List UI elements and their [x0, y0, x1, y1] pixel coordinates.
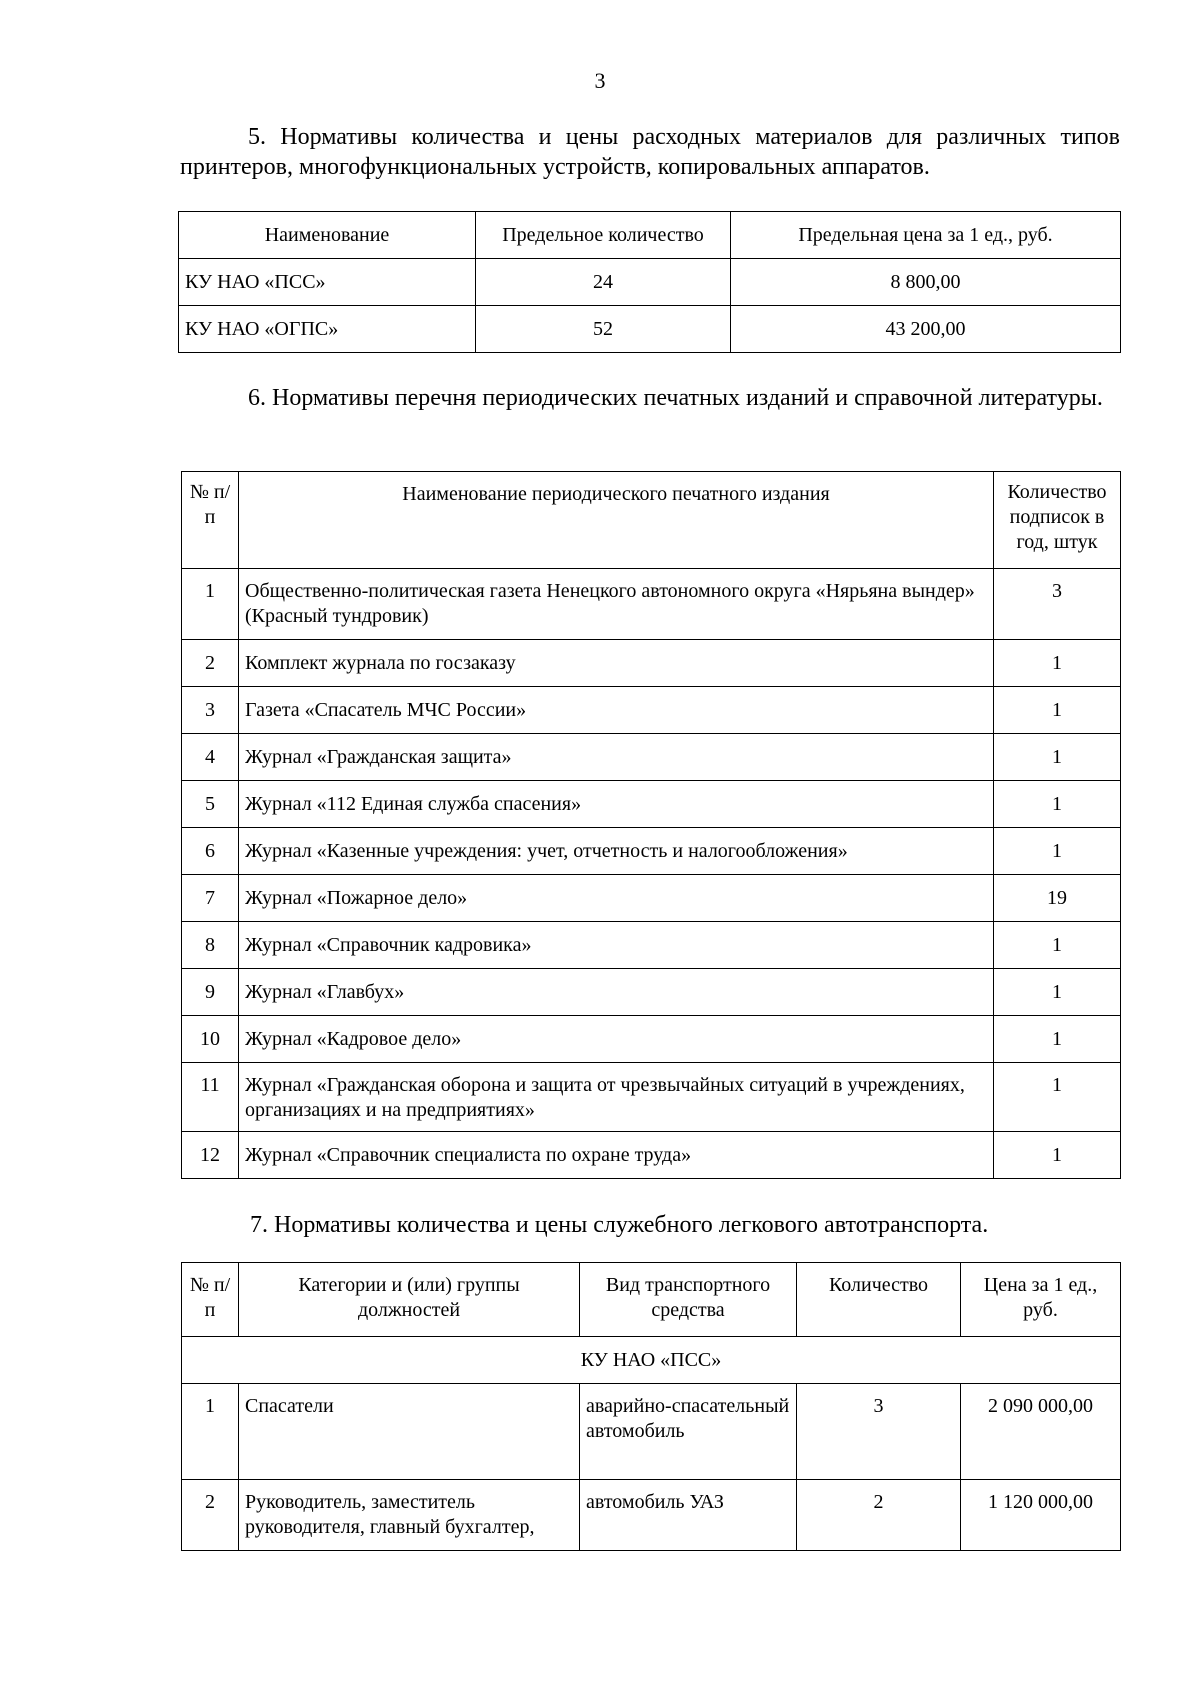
row-number: 1: [182, 569, 239, 640]
group-title: КУ НАО «ПСС»: [182, 1337, 1121, 1384]
subscription-count: 1: [994, 969, 1121, 1016]
row-number: 5: [182, 781, 239, 828]
header-cell: Категории и (или) группы должностей: [239, 1263, 580, 1337]
position-category: Спасатели: [239, 1384, 580, 1480]
table-row: [182, 1132, 1121, 1179]
publication-name: Журнал «Пожарное дело»: [239, 875, 994, 922]
periodicals-table: [181, 471, 1121, 1179]
table-row: [182, 734, 1121, 781]
publication-name: Журнал «112 Единая служба спасения»: [239, 781, 994, 828]
publication-name: Журнал «Гражданская оборона и защита от чрезвычайных ситуаций в учреждениях, организациях и на предприятиях»: [239, 1063, 994, 1132]
page-number: 3: [594, 68, 606, 93]
header-cell: № п/п: [182, 1263, 239, 1337]
subscription-count: 1: [994, 1063, 1121, 1132]
org-name-cell: КУ НАО «ОГПС»: [179, 306, 476, 353]
table-row: [179, 306, 1121, 353]
row-number: 4: [182, 734, 239, 781]
subscription-count: 1: [994, 1016, 1121, 1063]
header-cell: Количество подписок в год, штук: [994, 472, 1121, 569]
vehicle-type: автомобиль УАЗ: [580, 1480, 797, 1551]
subscription-count: 1: [994, 1132, 1121, 1179]
section-6-heading: 6. Нормативы перечня периодических печатных изданий и справочной литературы.: [248, 385, 1103, 411]
table-row: [182, 1063, 1121, 1132]
vehicles-table: [181, 1262, 1121, 1551]
subscription-count: 1: [994, 828, 1121, 875]
table-row: [182, 569, 1121, 640]
row-number: 2: [182, 640, 239, 687]
header-cell: Наименование периодического печатного издания: [239, 472, 994, 569]
row-number: 12: [182, 1132, 239, 1179]
table-row: [182, 687, 1121, 734]
vehicle-type: аварийно-спасательный автомобиль: [580, 1384, 797, 1480]
header-cell: Наименование: [179, 212, 476, 259]
group-row: [182, 1337, 1121, 1384]
quantity-cell: 24: [476, 259, 731, 306]
subscription-count: 19: [994, 875, 1121, 922]
publication-name: Газета «Спасатель МЧС России»: [239, 687, 994, 734]
publication-name: Журнал «Справочник кадровика»: [239, 922, 994, 969]
section-7-heading: 7. Нормативы количества и цены служебного легкового автотранспорта.: [250, 1212, 989, 1238]
publication-name: Журнал «Кадровое дело»: [239, 1016, 994, 1063]
org-name-cell: КУ НАО «ПСС»: [179, 259, 476, 306]
table-row: [182, 969, 1121, 1016]
header-cell: Предельное количество: [476, 212, 731, 259]
table-header-row: [182, 1263, 1121, 1337]
vehicle-price: 2 090 000,00: [961, 1384, 1121, 1480]
table-row: [182, 1016, 1121, 1063]
consumables-table: [178, 211, 1121, 353]
header-cell: № п/п: [182, 472, 239, 569]
subscription-count: 1: [994, 687, 1121, 734]
subscription-count: 3: [994, 569, 1121, 640]
row-number: 1: [182, 1384, 239, 1480]
table-header-row: [179, 212, 1121, 259]
table-row: [182, 922, 1121, 969]
table-row: [182, 1384, 1121, 1480]
publication-name: Общественно-политическая газета Ненецкого автономного округа «Нярьяна вындер» (Красный тундровик): [239, 569, 994, 640]
subscription-count: 1: [994, 734, 1121, 781]
row-number: 6: [182, 828, 239, 875]
table-row: [179, 259, 1121, 306]
row-number: 3: [182, 687, 239, 734]
publication-name: Журнал «Главбух»: [239, 969, 994, 1016]
row-number: 11: [182, 1063, 239, 1132]
header-cell: Предельная цена за 1 ед., руб.: [731, 212, 1121, 259]
row-number: 8: [182, 922, 239, 969]
publication-name: Журнал «Гражданская защита»: [239, 734, 994, 781]
table-row: [182, 640, 1121, 687]
table-row: [182, 781, 1121, 828]
section-5-heading: 5. Нормативы количества и цены расходных материалов для различных типов принтеров, многофункциональных устройств, копировальных аппаратов.: [180, 124, 1120, 180]
row-number: 7: [182, 875, 239, 922]
vehicle-price: 1 120 000,00: [961, 1480, 1121, 1551]
row-number: 10: [182, 1016, 239, 1063]
price-cell: 8 800,00: [731, 259, 1121, 306]
header-cell: Количество: [797, 1263, 961, 1337]
table-header-row: [182, 472, 1121, 569]
table-row: [182, 1480, 1121, 1551]
publication-name: Журнал «Казенные учреждения: учет, отчетность и налогообложения»: [239, 828, 994, 875]
header-cell: Цена за 1 ед., руб.: [961, 1263, 1121, 1337]
row-number: 2: [182, 1480, 239, 1551]
quantity-cell: 52: [476, 306, 731, 353]
position-category: Руководитель, заместитель руководителя, главный бухгалтер,: [239, 1480, 580, 1551]
table-row: [182, 875, 1121, 922]
subscription-count: 1: [994, 922, 1121, 969]
header-cell: Вид транспортного средства: [580, 1263, 797, 1337]
publication-name: Журнал «Справочник специалиста по охране труда»: [239, 1132, 994, 1179]
table-row: [182, 828, 1121, 875]
row-number: 9: [182, 969, 239, 1016]
subscription-count: 1: [994, 640, 1121, 687]
price-cell: 43 200,00: [731, 306, 1121, 353]
vehicle-quantity: 2: [797, 1480, 961, 1551]
vehicle-quantity: 3: [797, 1384, 961, 1480]
publication-name: Комплект журнала по госзаказу: [239, 640, 994, 687]
subscription-count: 1: [994, 781, 1121, 828]
